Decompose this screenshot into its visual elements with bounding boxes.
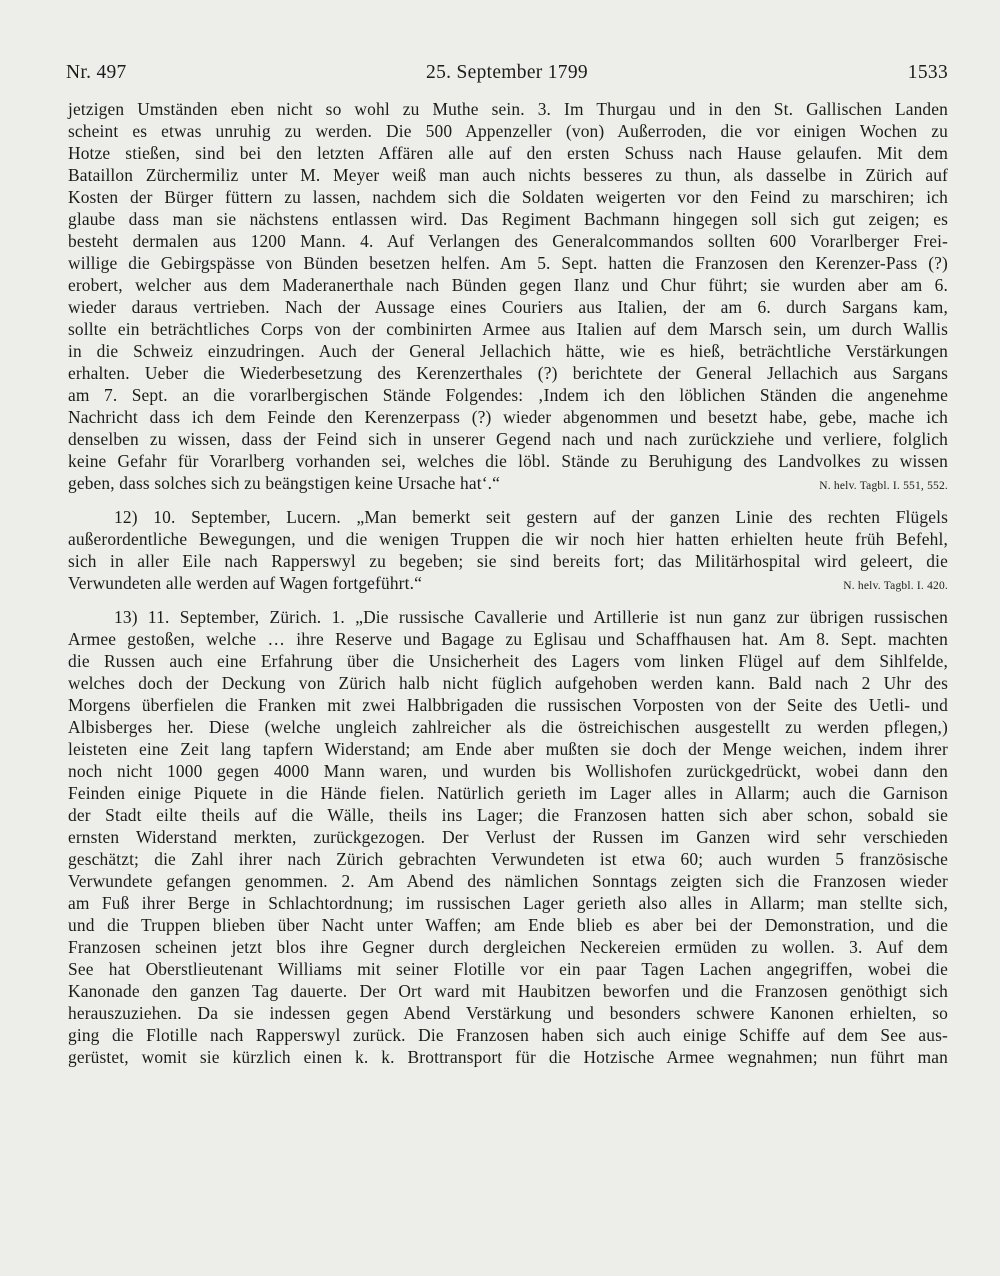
paragraph-entry-13 — [68, 606, 948, 1068]
text-line: scheint es etwas unruhig zu werden. Die 500 Appenzeller (von) Außerroden, die vor einigen Wochen zu — [68, 121, 948, 141]
text-line: keine Gefahr für Vorarlberg vorhanden sei, welches die löbl. Stände zu Beruhigung des Landvolkes zu wissen — [68, 451, 948, 471]
text-line: der Stadt eilte theils auf die Wälle, theils ins Lager; die Franzosen hatten sich aber schon, sobald sie — [68, 805, 948, 825]
text-line: willige die Gebirgspässe von Bünden besetzen helfen. Am 5. Sept. hatten die Franzosen den Kerenzer-Pass (?) — [68, 253, 948, 273]
text-line: Hotze stießen, sind bei den letzten Affären alle auf den ersten Schuss nach Hause gelaufen. Mit dem — [68, 143, 948, 163]
text-line: noch nicht 1000 gegen 4000 Mann waren, und wurden bis Wollishofen zurückgedrückt, wobei dann den — [68, 761, 948, 781]
paragraph-entry-12 — [68, 506, 948, 594]
text-line: Armee gestoßen, welche … ihre Reserve und Bagage zu Eglisau und Schaffhausen hat. Am 8. Sept. machten — [68, 629, 948, 649]
text-line: Kanonade den ganzen Tag dauerte. Der Ort ward mit Haubitzen beworfen und die Franzosen genöthigt sich — [68, 981, 948, 1001]
text-line: am Fuß ihrer Berge in Schlachtordnung; im russischen Lager gerieth also alles in Allarm; man stellte sich, — [68, 893, 948, 913]
text-line: erhalten. Ueber die Wiederbesetzung des Kerenzerthales (?) berichtete der General Jellachich aus Sargans — [68, 363, 948, 383]
text-line-final — [68, 572, 948, 594]
paragraph-continuation — [68, 98, 948, 494]
text-line: sollte ein beträchtliches Corps von der combinirten Armee aus Italien auf dem Marsch sein, um durch Wallis — [68, 319, 948, 339]
text-line: besteht dermalen aus 1200 Mann. 4. Auf Verlangen des Generalcommandos sollten 600 Vorarlberger Frei- — [68, 231, 948, 251]
text-line: außerordentliche Bewegungen, und die wenigen Truppen die wir noch hier hatten erhielten heute früh Befehl, — [68, 529, 948, 549]
text-line: Kosten der Bürger füttern zu lassen, nachdem sich die Soldaten weigerten vor den Feind zu marschiren; ich — [68, 187, 948, 207]
document-number: Nr. 497 — [66, 62, 127, 83]
text-line: welches doch der Deckung von Zürich halb nicht füglich aufgehoben werden kann. Bald nach 2 Uhr des — [68, 673, 948, 693]
text-line: 12) 10. September, Lucern. „Man bemerkt seit gestern auf der ganzen Linie des rechten Flügels — [114, 507, 948, 527]
text-line: Franzosen scheinen jetzt blos ihre Gegner durch dergleichen Neckereien ermüden zu wollen. 3. Auf dem — [68, 937, 948, 957]
text-line: 13) 11. September, Zürich. 1. „Die russische Cavallerie und Artillerie ist nun ganz zur übrigen russischen — [114, 607, 948, 627]
source-citation: N. helv. Tagbl. I. 551, 552. — [819, 480, 948, 492]
text-line: Verwundete gefangen genommen. 2. Am Abend des nämlichen Sonntags zeigten sich die Franzosen wieder — [68, 871, 948, 891]
text-line: Morgens überfielen die Franken mit zwei Halbbrigaden die russischen Vorposten von der Seite des Uetli- und — [68, 695, 948, 715]
text-line-content: Verwundeten alle werden auf Wagen fortgeführt.“ — [68, 573, 422, 593]
text-line: Bataillon Zürchermiliz unter M. Meyer weiß man auch nichts besseres zu thun, als dasselbe in Zürich auf — [68, 165, 948, 185]
text-line: Nachricht dass ich dem Feinde den Kerenzerpass (?) wieder abgenommen und besetzt habe, gebe, mache ich — [68, 407, 948, 427]
text-line: Feinden einige Piquete in die Hände fielen. Natürlich gerieth im Lager alles in Allarm; auch die Garnison — [68, 783, 948, 803]
text-line: glaube dass man sie nächstens entlassen wird. Das Regiment Bachmann hingegen soll sich gut zeigen; es — [68, 209, 948, 229]
header-date: 25. September 1799 — [426, 62, 588, 83]
text-line: am 7. Sept. an die vorarlbergischen Stände Folgendes: ‚Indem ich den löblichen Ständen die angenehme — [68, 385, 948, 405]
text-line: und die Truppen blieben über Nacht unter Waffen; am Ende blieb es aber bei der Demonstration, und die — [68, 915, 948, 935]
text-line: herauszuziehen. Da sie indessen gegen Abend Verstärkung und besonders schwere Kanonen erhielten, so — [68, 1003, 948, 1023]
text-line: jetzigen Umständen eben nicht so wohl zu Muthe sein. 3. Im Thurgau und in den St. Gallischen Landen — [68, 99, 948, 119]
text-line: ging die Flotille nach Rapperswyl zurück. Die Franzosen haben sich auch einige Schiffe auf dem See aus- — [68, 1025, 948, 1045]
text-line-final — [68, 472, 948, 494]
text-line: denselben zu wissen, dass der Feind sich in unserer Gegend nach und nach zurückziehe und verliere, folglich — [68, 429, 948, 449]
text-line: leisteten eine Zeit lang tapfern Widerstand; am Ende aber mußten sie doch der Menge weichen, indem ihrer — [68, 739, 948, 759]
text-line: geschätzt; die Zahl ihrer nach Zürich gebrachten Verwundeten ist etwa 60; auch wurden 5 französische — [68, 849, 948, 869]
source-citation: N. helv. Tagbl. I. 420. — [843, 580, 948, 592]
text-line: wieder daraus vertrieben. Nach der Aussage eines Couriers aus Italien, der am 6. durch Sargans kam, — [68, 297, 948, 317]
text-line: See hat Oberstlieutenant Williams mit seiner Flotille vor ein paar Tagen Lachen angegriffen, wobei die — [68, 959, 948, 979]
paragraph-gap — [68, 594, 948, 606]
text-line: ernsten Widerstand merkten, zurückgezogen. Der Verlust der Russen im Ganzen wird sehr verschieden — [68, 827, 948, 847]
text-line: in die Schweiz einzudringen. Auch der General Jellachich hätte, wie es hieß, beträchtliche Verstärkungen — [68, 341, 948, 361]
text-line: erobert, welcher aus dem Maderanerthale nach Bünden gegen Ilanz und Chur führt; sie wurden aber am 6. — [68, 275, 948, 295]
running-header — [66, 62, 948, 90]
text-line: gerüstet, womit sie kürzlich einen k. k. Brottransport für die Hotzische Armee wegnahmen; nun führt man — [68, 1047, 948, 1067]
text-line-content: geben, dass solches sich zu beängstigen keine Ursache hat‘.“ — [68, 473, 501, 493]
text-line: sich in aller Eile nach Rapperswyl zu begeben; sie sind bereits fort; das Militärhospital wird geleert, die — [68, 551, 948, 571]
paragraph-gap — [68, 494, 948, 506]
body-text — [68, 98, 948, 1068]
text-line: die Russen auch eine Erfahrung über die Unsicherheit des Lagers vom linken Flügel auf dem Sihlfelde, — [68, 651, 948, 671]
page-number: 1533 — [907, 62, 948, 83]
text-line: Albisberges her. Diese (welche ungleich zahlreicher als die östreichischen ausgestellt zu werden pflegen,) — [68, 717, 948, 737]
